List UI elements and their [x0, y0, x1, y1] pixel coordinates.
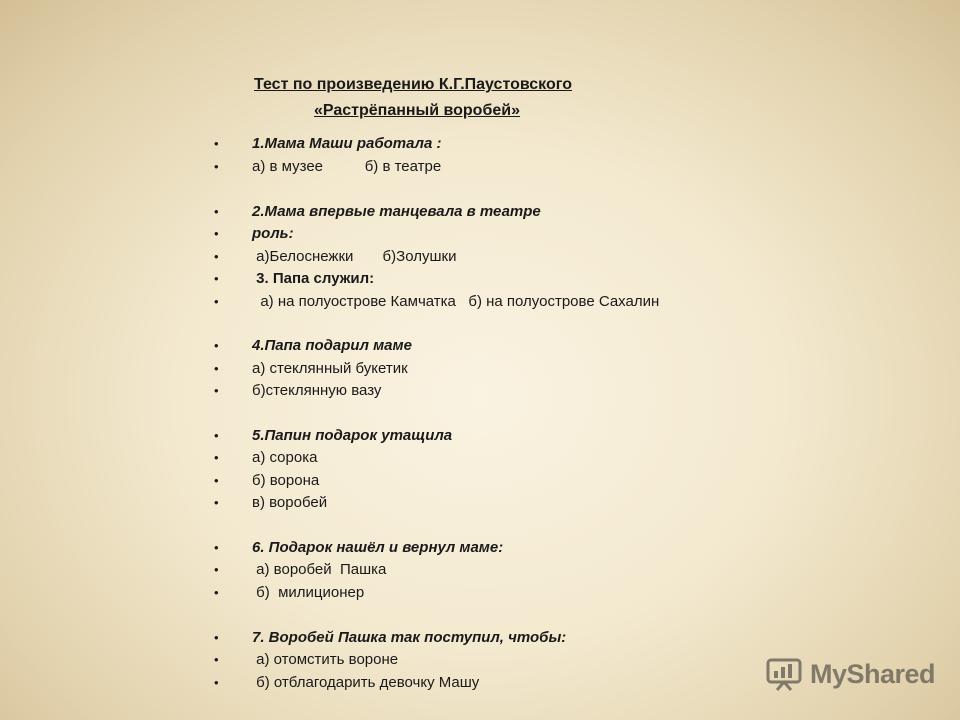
item-text: 3. Папа служил: — [252, 270, 375, 287]
bullet-icon: • — [214, 450, 219, 465]
item-text: 1.Мама Маши работала : — [252, 135, 442, 152]
title-line-2: «Растрёпанный воробей» — [314, 102, 520, 119]
bullet-icon: • — [214, 159, 219, 174]
bullet-icon: • — [214, 226, 219, 241]
bullet-icon: • — [214, 675, 219, 690]
bullet-icon: • — [214, 338, 219, 353]
item-text: а) отомстить вороне — [252, 651, 399, 668]
item-text: 7. Воробей Пашка так поступил, чтобы: — [252, 629, 567, 646]
item-text: а)Белоснежки б)Золушки — [252, 248, 457, 265]
bullet-icon: • — [214, 204, 219, 219]
bullet-icon: • — [214, 249, 219, 264]
item-text: роль: — [252, 225, 294, 242]
item-text: 6. Подарок нашёл и вернул маме: — [252, 539, 504, 556]
bullet-icon: • — [214, 271, 219, 286]
item-text: 4.Папа подарил маме — [252, 337, 412, 354]
item-text: б) милиционер — [252, 584, 365, 601]
bullet-icon: • — [214, 495, 219, 510]
presentation-board-icon — [766, 657, 802, 691]
item-text: б) отблагодарить девочку Машу — [252, 674, 480, 691]
item-text: а) воробей Пашка — [252, 561, 387, 578]
bullet-icon: • — [214, 383, 219, 398]
item-text: а) в музее б) в театре — [252, 158, 442, 175]
bullet-icon: • — [214, 562, 219, 577]
watermark-logo — [766, 654, 935, 694]
item-text: а) сорока — [252, 449, 318, 466]
item-text: в) воробей — [252, 494, 328, 511]
bullet-icon: • — [214, 630, 219, 645]
title-line-1: Тест по произведению К.Г.Паустовского — [254, 76, 572, 93]
item-text: а) на полуострове Камчатка б) на полуострове Сахалин — [252, 293, 660, 310]
bullet-icon: • — [214, 540, 219, 555]
item-text: б) ворона — [252, 472, 320, 489]
bullet-icon: • — [214, 294, 219, 309]
item-text: 2.Мама впервые танцевала в театре — [252, 203, 541, 220]
watermark-text: MyShared — [810, 658, 936, 689]
bullet-icon: • — [214, 652, 219, 667]
bullet-icon: • — [214, 136, 219, 151]
item-text: б)стеклянную вазу — [252, 382, 382, 399]
bullet-icon: • — [214, 473, 219, 488]
bullet-icon: • — [214, 428, 219, 443]
bullet-icon: • — [214, 585, 219, 600]
bullet-icon: • — [214, 361, 219, 376]
item-text: а) стеклянный букетик — [252, 360, 408, 377]
item-text: 5.Папин подарок утащила — [252, 427, 453, 444]
